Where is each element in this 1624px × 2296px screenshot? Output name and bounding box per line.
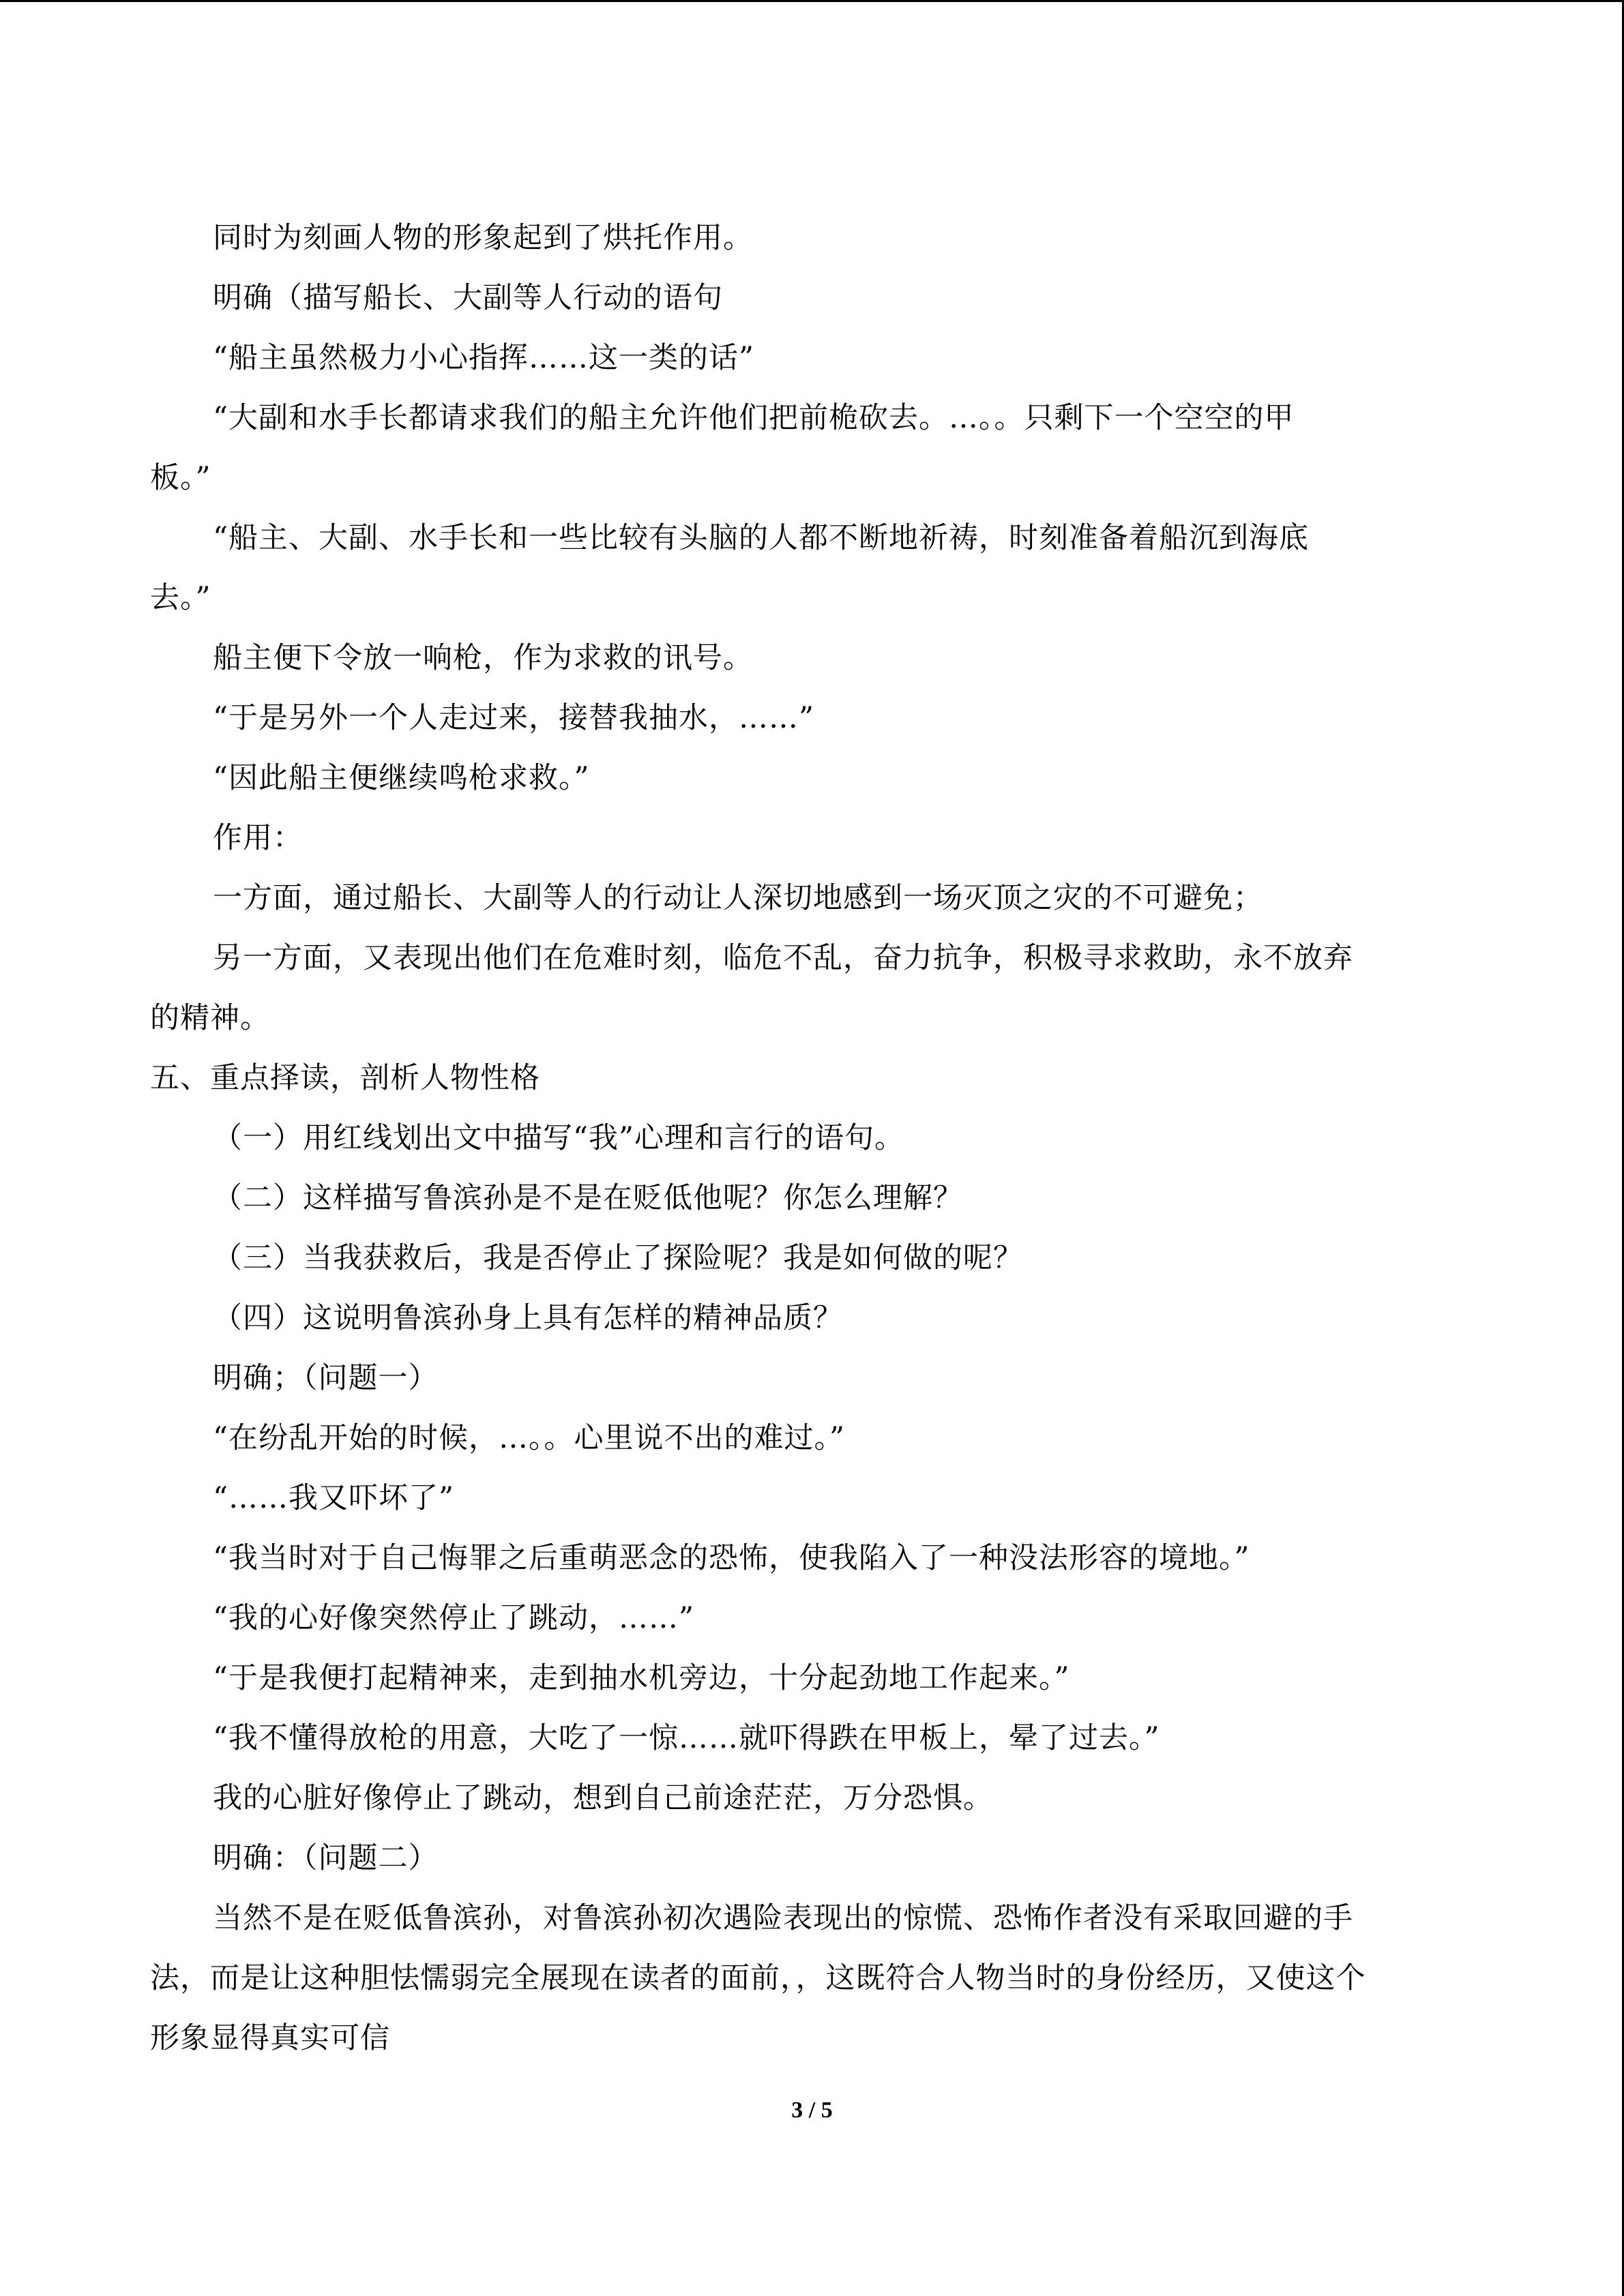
question-item: （二）这样描写鲁滨孙是不是在贬低他呢？你怎么理解？ [213,1181,963,1215]
text-line: “于是我便打起精神来，走到抽水机旁边，十分起劲地工作起来。” [213,1661,1070,1695]
text-line: “在纷乱开始的时候，…。。心里说不出的难过。” [213,1421,845,1455]
question-item: （三）当我获救后，我是否停止了探险呢？我是如何做的呢？ [213,1241,1023,1275]
text-line: 明确；（问题一） [213,1361,439,1395]
text-line: “我当时对于自己悔罪之后重萌恶念的恐怖，使我陷入了一种没法形容的境地。” [213,1541,1250,1575]
text-line: 法，而是让这种胆怯懦弱完全展现在读者的面前，，这既符合人物当时的身份经历，又使这个 [150,1961,1366,1995]
text-line: “因此船主便继续鸣枪求救。” [213,761,590,795]
section-heading: 五、重点择读，剖析人物性格 [150,1061,540,1095]
text-line: “我不懂得放枪的用意，大吃了一惊……就吓得跌在甲板上，晕了过去。” [213,1721,1160,1755]
text-line: “船主、大副、水手长和一些比较有头脑的人都不断地祈祷，时刻准备着船沉到海底 [213,521,1309,555]
text-line: 一方面，通过船长、大副等人的行动让人深切地感到一场灭顶之灾的不可避免； [213,881,1263,915]
page-number: 3 / 5 [791,2098,833,2123]
text-line: 同时为刻画人物的形象起到了烘托作用。 [213,221,753,255]
text-line: 明确（描写船长、大副等人行动的语句 [213,281,723,315]
text-line: 板。” [150,461,211,495]
document-body [150,208,1487,2068]
question-item: （四）这说明鲁滨孙身上具有怎样的精神品质？ [213,1301,843,1335]
text-line: “船主虽然极力小心指挥……这一类的话” [213,341,754,375]
text-line: 去。” [150,581,211,615]
question-item: （一）用红线划出文中描写“我”心理和言行的语句。 [213,1121,904,1155]
text-line: 的精神。 [150,1001,270,1035]
page-top-border [0,0,1624,2]
text-line: “……我又吓坏了” [213,1481,454,1515]
text-line: 形象显得真实可信 [150,2021,390,2055]
text-line: “大副和水手长都请求我们的船主允许他们把前桅砍去。…。。只剩下一个空空的甲 [213,401,1295,435]
text-line: “我的心好像突然停止了跳动，……” [213,1601,694,1635]
text-line: 另一方面，又表现出他们在危难时刻，临危不乱，奋力抗争，积极寻求救助，永不放弃 [213,941,1353,975]
text-line: 当然不是在贬低鲁滨孙，对鲁滨孙初次遇险表现出的惊慌、恐怖作者没有采取回避的手 [213,1901,1353,1935]
text-line: “于是另外一个人走过来，接替我抽水，……” [213,701,814,735]
text-line: 我的心脏好像停止了跳动，想到自己前途茫茫，万分恐惧。 [213,1781,993,1815]
text-line: 明确：（问题二） [213,1841,439,1875]
text-line: 作用： [213,821,303,855]
text-line: 船主便下令放一响枪，作为求救的讯号。 [213,641,753,675]
